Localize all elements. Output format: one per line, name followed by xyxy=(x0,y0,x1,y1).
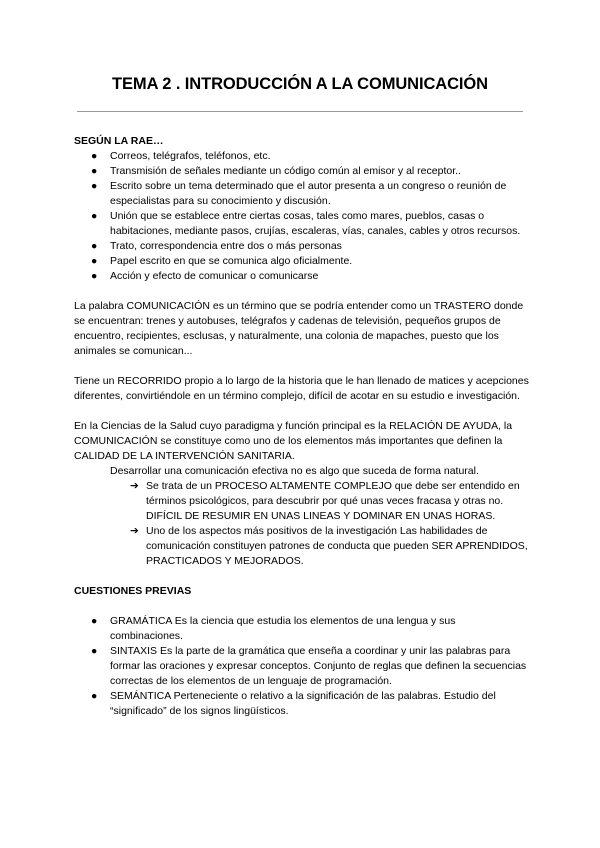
list-item-text: Trato, correspondencia entre dos o más personas xyxy=(110,240,342,252)
bullet-icon: ● xyxy=(91,645,98,657)
list-item-text: Transmisión de señales mediante un código común al emisor y al receptor.. xyxy=(110,165,461,177)
rae-definitions-list xyxy=(74,149,530,284)
list-item-text: Unión que se establece entre ciertas cosas, tales como mares, pueblos, casas o habitaciones, mediante pasos, crujías, escaleras, vías, canales, cables y otros recursos. xyxy=(110,210,521,237)
list-item xyxy=(74,254,530,269)
section-heading-rae: SEGÚN LA RAE… xyxy=(74,135,164,147)
list-item xyxy=(74,269,530,284)
list-item-text: Escrito sobre un tema determinado que el autor presenta a un congreso o reunión de especialistas para su conocimiento y discusión. xyxy=(110,180,507,207)
title-divider xyxy=(77,111,523,112)
list-item xyxy=(74,644,530,689)
bullet-icon: ● xyxy=(91,210,98,222)
paragraph-recorrido: Tiene un RECORRIDO propio a lo largo de la historia que le han llenado de matices y acepciones diferentes, convirtiéndole en un término complejo, difícil de acotar en su estudio e investigación. xyxy=(74,375,529,402)
bullet-icon: ● xyxy=(91,690,98,702)
paragraph-trastero: La palabra COMUNICACIÓN es un término que se podría entender como un TRASTERO donde se encuentran: trenes y autobuses, telégrafos y cadenas de televisión, pequeños grupos de encuentro, recipientes, esclusas, y naturalmente, una colonia de mapaches, puesto que los animales se comunican... xyxy=(74,300,524,357)
document-body xyxy=(74,134,530,719)
arrow-list-item xyxy=(74,479,530,524)
arrow-right-icon: ➔ xyxy=(130,480,139,492)
arrow-item-text: Se trata de un PROCESO ALTAMENTE COMPLEJO que debe ser entendido en términos psicológicos, para descubrir por qué unas veces fracasa y otras no. DIFÍCIL DE RESUMIR EN UNAS LINEAS Y DOMINAR EN UNAS HORAS. xyxy=(146,480,520,522)
bullet-icon: ● xyxy=(91,240,98,252)
arrow-list-item xyxy=(74,524,530,569)
list-item-text: Papel escrito en que se comunica algo oficialmente. xyxy=(110,255,353,267)
list-item-text: Correos, telégrafos, teléfonos, etc. xyxy=(110,150,271,162)
list-item-text: SEMÁNTICA Perteneciente o relativo a la significación de las palabras. Estudio del “significado” de los signos lingüísticos. xyxy=(110,690,496,717)
list-item xyxy=(74,689,530,719)
arrow-list xyxy=(74,479,530,569)
list-item xyxy=(74,179,530,209)
list-item xyxy=(74,149,530,164)
section-heading-cuestiones: CUESTIONES PREVIAS xyxy=(74,585,192,597)
bullet-icon: ● xyxy=(91,165,98,177)
bullet-icon: ● xyxy=(91,270,98,282)
list-item-text: SINTAXIS Es la parte de la gramática que enseña a coordinar y unir las palabras para formar las oraciones y expresar conceptos. Conjunto de reglas que definen la secuencias correctas de los elementos de un lenguaje de programación. xyxy=(110,645,527,687)
bullet-icon: ● xyxy=(91,180,98,192)
paragraph-relacion-ayuda: En la Ciencias de la Salud cuyo paradigma y función principal es la RELACIÓN DE AYUDA, la COMUNICACIÓN se constituye como uno de los elementos más importantes que definen la CALIDAD DE LA INTERVENCIÓN SANITARIA. xyxy=(74,420,513,462)
list-item xyxy=(74,614,530,644)
list-item-text: Acción y efecto de comunicar o comunicarse xyxy=(110,270,319,282)
indented-statement: Desarrollar una comunicación efectiva no es algo que suceda de forma natural. xyxy=(110,465,479,477)
bullet-icon: ● xyxy=(91,615,98,627)
list-item-text: GRAMÁTICA Es la ciencia que estudia los elementos de una lengua y sus combinaciones. xyxy=(110,615,456,642)
bullet-icon: ● xyxy=(91,255,98,267)
bullet-icon: ● xyxy=(91,150,98,162)
arrow-item-text: Uno de los aspectos más positivos de la investigación Las habilidades de comunicación constituyen patrones de conducta que pueden SER APRENDIDOS, PRACTICADOS Y MEJORADOS. xyxy=(146,525,528,567)
page-title: TEMA 2 . INTRODUCCIÓN A LA COMUNICACIÓN xyxy=(112,75,488,93)
cuestiones-list xyxy=(74,614,530,719)
list-item xyxy=(74,164,530,179)
arrow-right-icon: ➔ xyxy=(130,525,139,537)
list-item xyxy=(74,209,530,239)
list-item xyxy=(74,239,530,254)
